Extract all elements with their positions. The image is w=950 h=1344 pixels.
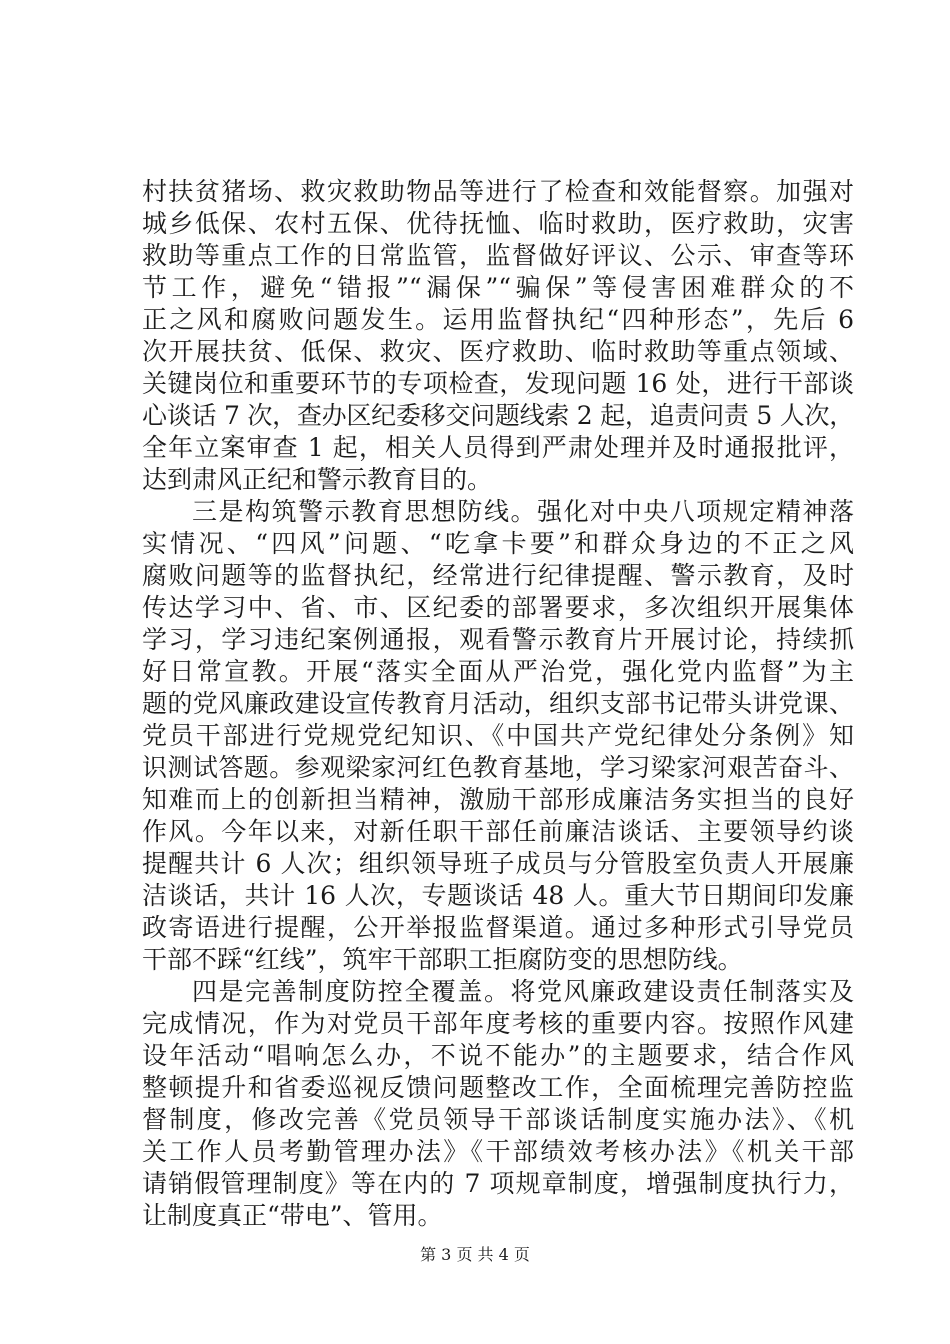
paragraph-1 [142,176,854,496]
text-line: 救助等重点工作的日常监管，监督做好评议、公示、审查等环 [142,241,854,270]
text-line: 关键岗位和重要环节的专项检查，发现问题 16 处，进行干部谈 [142,369,854,398]
text-line: 全年立案审查 1 起，相关人员得到严肃处理并及时通报批评， [142,433,854,462]
paragraph-2 [142,496,854,976]
text-line: 政寄语进行提醒，公开举报监督渠道。通过多种形式引导党员 [142,913,854,942]
text-line: 传达学习中、省、市、区纪委的部署要求，多次组织开展集体 [142,593,854,622]
text-line: 题的党风廉政建设宣传教育月活动，组织支部书记带头讲党课、 [142,689,854,718]
text-line: 四是完善制度防控全覆盖。将党风廉政建设责任制落实及 [192,977,854,1006]
text-line: 正之风和腐败问题发生。运用监督执纪“四种形态”，先后 6 [142,305,854,334]
text-line: 提醒共计 6 人次；组织领导班子成员与分管股室负责人开展廉 [142,849,854,878]
text-line: 心谈话 7 次，查办区纪委移交问题线索 2 起，追责问责 5 人次， [142,401,854,430]
text-line: 学习，学习违纪案例通报，观看警示教育片开展讨论，持续抓 [142,625,854,654]
paragraph-3 [142,976,854,1232]
text-line: 干部不踩“红线”，筑牢干部职工拒腐防变的思想防线。 [142,945,743,974]
text-line: 次开展扶贫、低保、救灾、医疗救助、临时救助等重点领域、 [142,337,854,366]
text-line: 达到肃风正纪和警示教育目的。 [142,465,493,494]
text-line: 识测试答题。参观梁家河红色教育基地，学习梁家河艰苦奋斗、 [142,753,854,782]
text-line: 洁谈话，共计 16 人次，专题谈话 48 人。重大节日期间印发廉 [142,881,854,910]
text-line: 督制度，修改完善《党员领导干部谈话制度实施办法》、《机 [142,1105,854,1134]
text-line: 设年活动“唱响怎么办，不说不能办”的主题要求，结合作风 [142,1041,854,1070]
text-line: 作风。今年以来，对新任职干部任前廉洁谈话、主要领导约谈 [142,817,854,846]
text-line: 城乡低保、农村五保、优待抚恤、临时救助，医疗救助，灾害 [142,209,854,238]
text-line: 党员干部进行党规党纪知识、《中国共产党纪律处分条例》知 [142,721,854,750]
text-line: 好日常宣教。开展“落实全面从严治党，强化党内监督”为主 [142,657,854,686]
page-number-footer: 第 3 页 共 4 页 [420,1245,530,1264]
text-line: 实情况、“四风”问题、“吃拿卡要”和群众身边的不正之风 [142,529,854,558]
text-line: 节工作，避免“错报”“漏保”“骗保”等侵害困难群众的不 [142,273,854,302]
text-line: 整顿提升和省委巡视反馈问题整改工作，全面梳理完善防控监 [142,1073,854,1102]
text-line: 三是构筑警示教育思想防线。强化对中央八项规定精神落 [192,497,854,526]
text-line: 村扶贫猪场、救灾救助物品等进行了检查和效能督察。加强对 [142,177,854,206]
text-line: 关工作人员考勤管理办法》《干部绩效考核办法》《机关干部 [142,1137,854,1166]
text-line: 知难而上的创新担当精神，激励干部形成廉洁务实担当的良好 [142,785,854,814]
document-body [142,176,854,1232]
text-line: 让制度真正“带电”、管用。 [142,1201,443,1230]
text-line: 完成情况，作为对党员干部年度考核的重要内容。按照作风建 [142,1009,854,1038]
text-line: 请销假管理制度》等在内的 7 项规章制度，增强制度执行力， [142,1169,854,1198]
text-line: 腐败问题等的监督执纪，经常进行纪律提醒、警示教育，及时 [142,561,854,590]
